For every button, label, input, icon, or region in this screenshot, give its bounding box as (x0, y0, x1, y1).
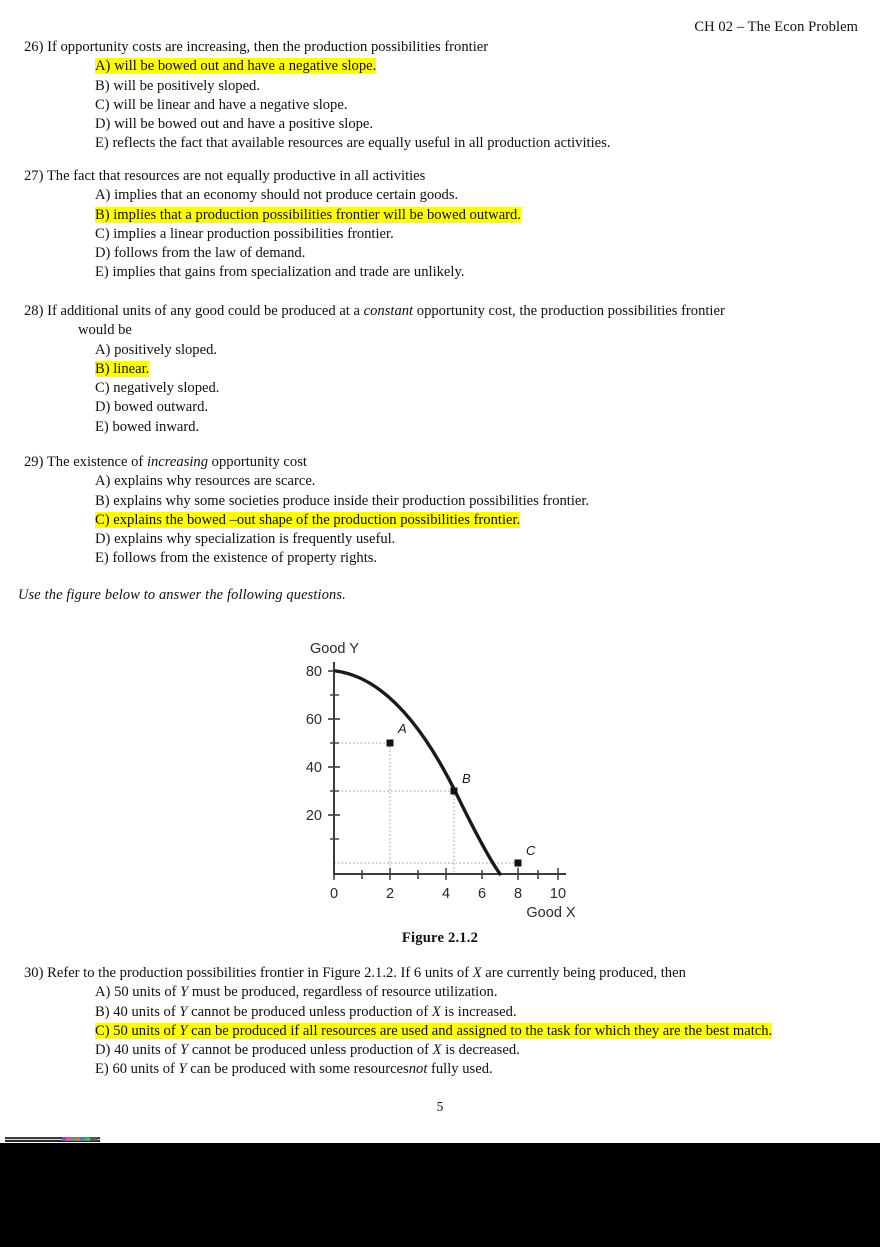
question-30-stem-seg-0: Refer to the production possibilities frontier in Figure 2.1.2. If 6 units of (47, 965, 473, 981)
option-marker: B) (95, 77, 110, 94)
option-marker: E) (95, 418, 109, 435)
x-tick-label-2: 2 (385, 886, 395, 902)
option-text: explains why some societies produce inside their production possibilities frontier. (113, 492, 590, 509)
option-seg-2: can be produced if all resources are used and assigned to the task for which they are the best match. (187, 1022, 773, 1039)
question-27 (0, 167, 880, 283)
question-27-option-e[interactable] (0, 263, 880, 282)
figure-instruction: Use the figure below to answer the following questions. (18, 587, 346, 603)
option-seg-1: Y (178, 1061, 187, 1078)
ppf-figure (270, 625, 610, 920)
point-label-c: C (526, 843, 536, 858)
option-marker: B) (95, 360, 110, 377)
option-marker: D) (95, 531, 111, 548)
option-marker: B) (95, 492, 110, 509)
question-28-number: 28) (24, 303, 44, 319)
option-marker: C) (95, 1022, 110, 1039)
option-marker: A) (95, 187, 111, 204)
option-text: implies that gains from specialization and trade are unlikely. (112, 264, 465, 281)
option-seg-1: Y (179, 1022, 188, 1039)
option-text: linear. (113, 360, 150, 377)
x-tick-label-0: 0 (329, 886, 339, 902)
question-29-option-a[interactable] (0, 472, 880, 491)
figure-caption: Figure 2.1.2 (401, 930, 479, 946)
option-marker: D) (95, 399, 111, 416)
option-seg-3: not (408, 1061, 428, 1078)
option-marker: C) (95, 511, 110, 528)
question-26-stem-text: If opportunity costs are increasing, then the production possibilities frontier (47, 39, 489, 55)
viewport-letterbox (0, 1143, 880, 1247)
option-text: implies a linear production possibilities frontier. (113, 225, 394, 242)
option-text: follows from the law of demand. (114, 245, 306, 262)
option-text: will be linear and have a negative slope. (113, 96, 348, 113)
option-seg-0: 50 units of (113, 1022, 180, 1039)
question-27-stem-text: The fact that resources are not equally productive in all activities (46, 168, 426, 184)
point-label-b: B (462, 771, 471, 786)
y-axis-label: Good Y (310, 641, 359, 657)
question-28-stem-part1: If additional units of any good could be produced at a (47, 303, 364, 319)
option-marker: A) (95, 473, 111, 490)
option-text: will be bowed out and have a positive slope. (114, 116, 374, 133)
option-marker: C) (95, 380, 110, 397)
question-30-stem (0, 964, 880, 983)
option-marker: A) (95, 341, 111, 358)
data-point-b (451, 788, 458, 795)
option-text: explains the bowed –out shape of the production possibilities frontier. (113, 511, 521, 528)
option-marker: B) (95, 1003, 110, 1020)
question-30-option-d[interactable] (0, 1041, 880, 1060)
option-marker: C) (95, 96, 110, 113)
question-27-option-b[interactable] (0, 206, 880, 225)
question-28-option-b[interactable] (0, 360, 880, 379)
option-text: negatively sloped. (113, 380, 220, 397)
x-tick-label-6: 6 (477, 886, 487, 902)
x-tick-label-8: 8 (513, 886, 523, 902)
question-28-option-e[interactable] (0, 418, 880, 437)
option-marker: A) (95, 984, 111, 1001)
option-seg-0: 40 units of (114, 1042, 181, 1059)
option-seg-0: 60 units of (112, 1061, 179, 1078)
question-29-stem-part1: The existence of (46, 454, 147, 470)
question-29-option-b[interactable] (0, 492, 880, 511)
option-marker: C) (95, 225, 110, 242)
question-27-option-a[interactable] (0, 186, 880, 205)
question-26-option-e[interactable] (0, 134, 880, 153)
option-seg-2: cannot be produced unless production of (188, 1042, 433, 1059)
question-26-stem (0, 38, 880, 57)
ppf-chart (270, 625, 610, 920)
page-number: 5 (436, 1099, 444, 1114)
scroll-artifact-colors (62, 1137, 98, 1141)
question-28-option-a[interactable] (0, 341, 880, 360)
option-marker: E) (95, 264, 109, 281)
option-seg-2: must be produced, regardless of resource utilization. (188, 984, 498, 1001)
question-26-option-d[interactable] (0, 115, 880, 134)
option-marker: E) (95, 1061, 109, 1078)
question-29-option-c[interactable] (0, 511, 880, 530)
page-header: CH 02 – The Econ Problem (694, 19, 858, 35)
x-tick-label-4: 4 (441, 886, 451, 902)
option-seg-3: X (432, 1042, 442, 1059)
question-28-stem-part2: opportunity cost, the production possibilities frontier (413, 303, 725, 319)
data-point-c (515, 860, 522, 867)
point-label-a: A (398, 721, 407, 736)
y-tick-label-60: 60 (305, 712, 322, 728)
option-text: explains why resources are scarce. (114, 473, 316, 490)
option-text: bowed outward. (114, 399, 209, 416)
option-seg-4: is increased. (440, 1003, 517, 1020)
question-30-stem-seg-2: are currently being produced, then (481, 965, 686, 981)
question-27-stem (0, 167, 880, 186)
question-26-option-c[interactable] (0, 96, 880, 115)
question-26-number: 26) (24, 39, 44, 55)
y-tick-label-40: 40 (305, 760, 322, 776)
question-26-option-b[interactable] (0, 77, 880, 96)
question-30-option-e[interactable] (0, 1060, 880, 1079)
option-text: positively sloped. (114, 341, 218, 358)
question-29-option-e[interactable] (0, 549, 880, 568)
option-marker: D) (95, 1042, 111, 1059)
option-text: bowed inward. (112, 418, 200, 435)
option-text: implies that an economy should not produce certain goods. (114, 187, 459, 204)
question-29-option-d[interactable] (0, 530, 880, 549)
question-29-stem-part2: opportunity cost (208, 454, 307, 470)
option-marker: A) (95, 58, 111, 75)
option-marker: E) (95, 135, 109, 152)
option-text: will be bowed out and have a negative slope. (114, 58, 377, 75)
question-26 (0, 38, 880, 154)
option-marker: B) (95, 206, 110, 223)
question-30-option-a[interactable] (0, 983, 880, 1002)
option-text: will be positively sloped. (113, 77, 260, 94)
question-30 (0, 964, 880, 1080)
option-seg-1: Y (179, 1003, 188, 1020)
y-tick-label-80: 80 (305, 664, 322, 680)
question-26-option-a[interactable] (0, 57, 880, 76)
y-tick-label-20: 20 (305, 808, 322, 824)
question-27-number: 27) (24, 168, 44, 184)
option-marker: D) (95, 116, 111, 133)
data-point-a (387, 740, 394, 747)
option-seg-0: 40 units of (113, 1003, 180, 1020)
question-27-option-d[interactable] (0, 244, 880, 263)
option-seg-4: fully used. (427, 1061, 493, 1078)
question-28-stem-line2: would be (78, 322, 132, 339)
ppf-curve (336, 671, 500, 874)
option-seg-1: Y (180, 984, 189, 1001)
question-29-stem-emphasis: increasing (146, 454, 209, 470)
option-text: follows from the existence of property rights. (112, 550, 378, 567)
option-marker: D) (95, 245, 111, 262)
question-30-stem-seg-1: X (472, 965, 482, 981)
option-seg-4: is decreased. (441, 1042, 520, 1059)
question-30-option-b[interactable] (0, 1003, 880, 1022)
question-28-option-d[interactable] (0, 398, 880, 417)
question-28-stem-emphasis: constant (363, 303, 414, 319)
question-28-option-c[interactable] (0, 379, 880, 398)
question-30-option-c[interactable] (0, 1022, 880, 1041)
option-text: explains why specialization is frequently useful. (114, 531, 396, 548)
guide-lines (334, 743, 518, 873)
option-marker: E) (95, 550, 109, 567)
question-30-number: 30) (24, 965, 44, 981)
question-28-stem (0, 302, 880, 321)
option-seg-1: Y (180, 1042, 189, 1059)
x-tick-label-10: 10 (549, 886, 567, 902)
option-seg-3: X (431, 1003, 441, 1020)
question-28 (0, 302, 880, 437)
option-text: implies that a production possibilities frontier will be bowed outward. (113, 206, 521, 223)
x-axis-label: Good X (526, 905, 576, 920)
question-29-number: 29) (24, 454, 44, 470)
option-text: reflects the fact that available resources are equally useful in all production activities. (112, 135, 611, 152)
question-29-stem (0, 453, 880, 472)
question-29 (0, 453, 880, 569)
option-seg-2: can be produced with some resources (186, 1061, 409, 1078)
option-seg-2: cannot be produced unless production of (187, 1003, 432, 1020)
option-seg-0: 50 units of (114, 984, 181, 1001)
question-27-option-c[interactable] (0, 225, 880, 244)
